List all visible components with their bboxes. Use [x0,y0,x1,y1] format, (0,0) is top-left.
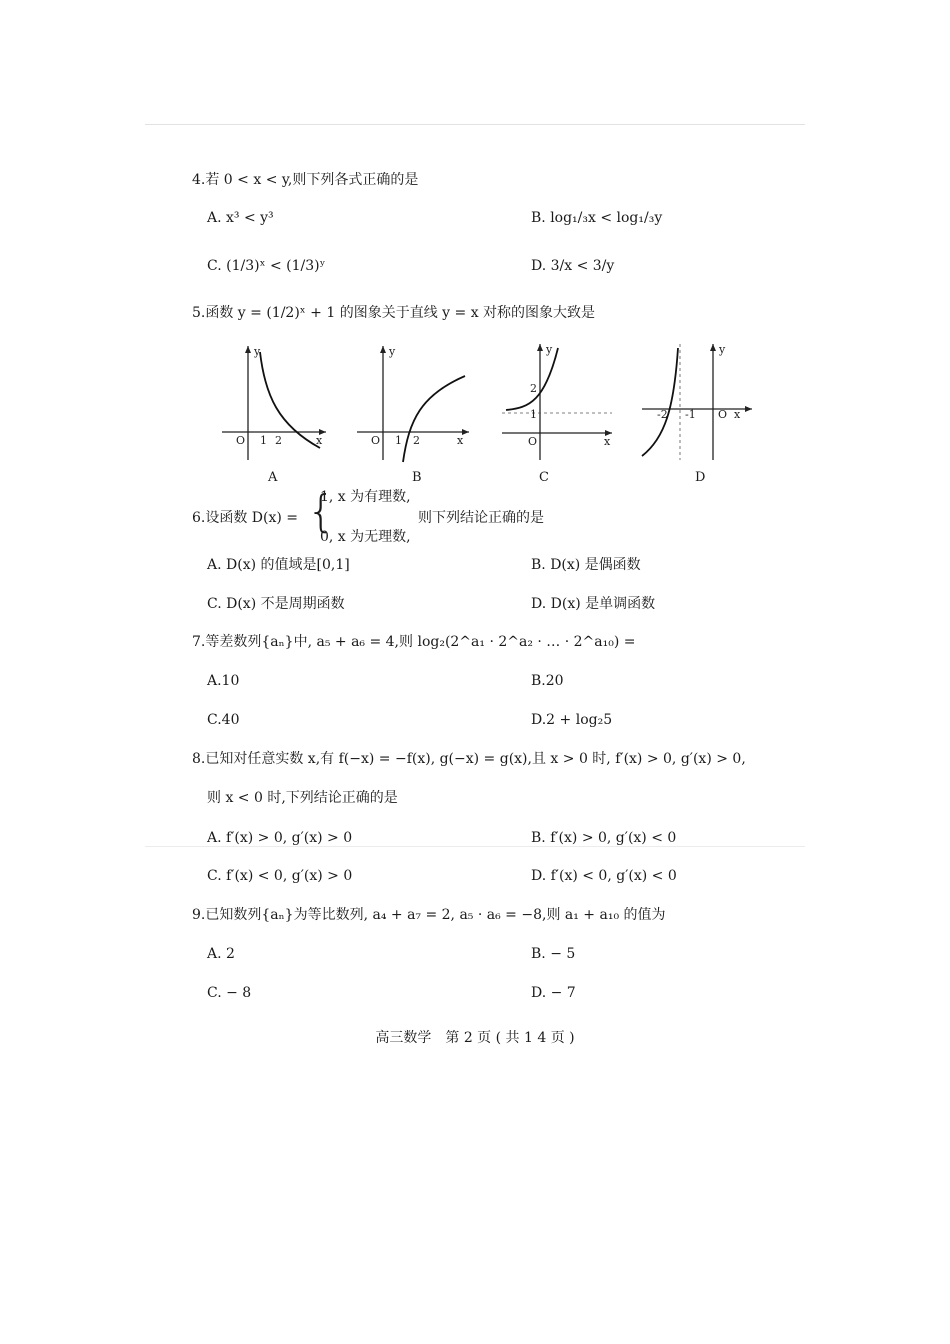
scan-rule [145,846,805,847]
q7-option-a: A.10 [207,673,240,689]
graph-b-tick-2: 2 [413,434,420,447]
q8-option-b: B. f′(x) > 0, g′(x) < 0 [531,830,677,846]
graph-a-tick-2: 2 [275,434,282,447]
q6-option-b: B. D(x) 是偶函数 [531,557,641,573]
graph-c-curve [506,348,558,410]
graph-b-y-arrow-icon [380,346,386,353]
q6-option-c: C. D(x) 不是周期函数 [207,596,345,612]
graph-b-x-label: x [457,434,464,447]
graph-b-curve [403,376,465,462]
q4-option-b: B. log₁/₃x < log₁/₃y [531,210,663,226]
question-8-stem-line2: 则 x < 0 时,下列结论正确的是 [207,790,398,806]
graph-panel-c [500,338,620,467]
q7-option-d: D.2 + log₂5 [531,712,613,728]
graph-b-origin: O [371,434,381,447]
graph-c-label: C [539,470,549,485]
graph-b-svg [355,340,475,465]
q7-option-b: B.20 [531,673,564,689]
graph-d-origin: O [718,408,728,421]
q4-option-a: A. x³ < y³ [207,210,274,226]
graph-panel-d [640,338,760,467]
question-4-stem: 4.若 0 < x < y,则下列各式正确的是 [192,172,419,188]
graph-d-label: D [695,470,706,485]
graph-a-label: A [268,470,278,485]
graph-c-svg [500,338,620,463]
graph-b-y-label: y [389,345,396,358]
graph-b-label: B [412,470,422,485]
q8-option-a: A. f′(x) > 0, g′(x) > 0 [207,830,353,846]
graph-d-svg [640,338,760,463]
graph-d-y-label: y [719,343,726,356]
question-6-stem-prefix: 6.设函数 D(x) = [192,510,299,526]
graph-d-y-arrow-icon [710,344,716,351]
q6-option-a: A. D(x) 的值域是[0,1] [207,557,350,573]
top-rule [145,124,805,125]
graph-d-tick-neg2: -2 [657,408,668,421]
graph-a-curve [260,352,320,448]
q7-option-c: C.40 [207,712,240,728]
graph-a-y-label: y [254,345,261,358]
graph-c-origin: O [528,435,538,448]
graph-a-origin: O [236,434,246,447]
page-footer: 高三数学 第 2 页 ( 共 1 4 页 ) [375,1030,575,1046]
q4-option-d: D. 3/x < 3/y [531,258,615,274]
graph-b-tick-1: 1 [395,434,402,447]
q8-option-d: D. f′(x) < 0, g′(x) < 0 [531,868,677,884]
question-6-stem-suffix: 则下列结论正确的是 [418,510,544,526]
q9-option-b: B. − 5 [531,946,576,962]
graph-d-tick-neg1: -1 [685,408,696,421]
piecewise-brace-icon: { [307,486,335,537]
graph-panel-b [355,340,475,469]
graph-c-tick-2: 2 [530,382,537,395]
graph-a-tick-1: 1 [260,434,267,447]
graph-c-y-label: y [546,343,553,356]
q6-case-2: 0, x 为无理数, [320,529,411,545]
question-5-stem: 5.函数 y = (1/2)ˣ + 1 的图象关于直线 y = x 对称的图象大致是 [192,305,596,321]
q9-option-c: C. − 8 [207,985,252,1001]
graph-panel-a [220,340,330,469]
q4-option-c: C. (1/3)ˣ < (1/3)ʸ [207,258,326,274]
graph-a-svg [220,340,330,465]
question-7-stem: 7.等差数列{aₙ}中, a₅ + a₆ = 4,则 log₂(2^a₁ · 2^a₂ · … · 2^a₁₀) = [192,634,636,650]
graph-c-x-label: x [604,435,611,448]
q9-option-a: A. 2 [207,946,235,962]
graph-d-x-label: x [734,408,741,421]
q9-option-d: D. − 7 [531,985,576,1001]
question-9-stem: 9.已知数列{aₙ}为等比数列, a₄ + a₇ = 2, a₅ · a₆ = −8,则 a₁ + a₁₀ 的值为 [192,907,666,923]
graph-c-tick-1: 1 [530,408,537,421]
q6-case-1: 1, x 为有理数, [320,489,411,505]
q8-option-c: C. f′(x) < 0, g′(x) > 0 [207,868,353,884]
graph-a-y-arrow-icon [245,346,251,353]
graph-c-y-arrow-icon [537,344,543,351]
question-8-stem: 8.已知对任意实数 x,有 f(−x) = −f(x), g(−x) = g(x),且 x > 0 时, f′(x) > 0, g′(x) > 0, [192,751,746,767]
q6-option-d: D. D(x) 是单调函数 [531,596,656,612]
graph-d-x-arrow-icon [745,406,752,412]
graph-a-x-label: x [316,434,323,447]
graph-d-curve [642,348,678,456]
